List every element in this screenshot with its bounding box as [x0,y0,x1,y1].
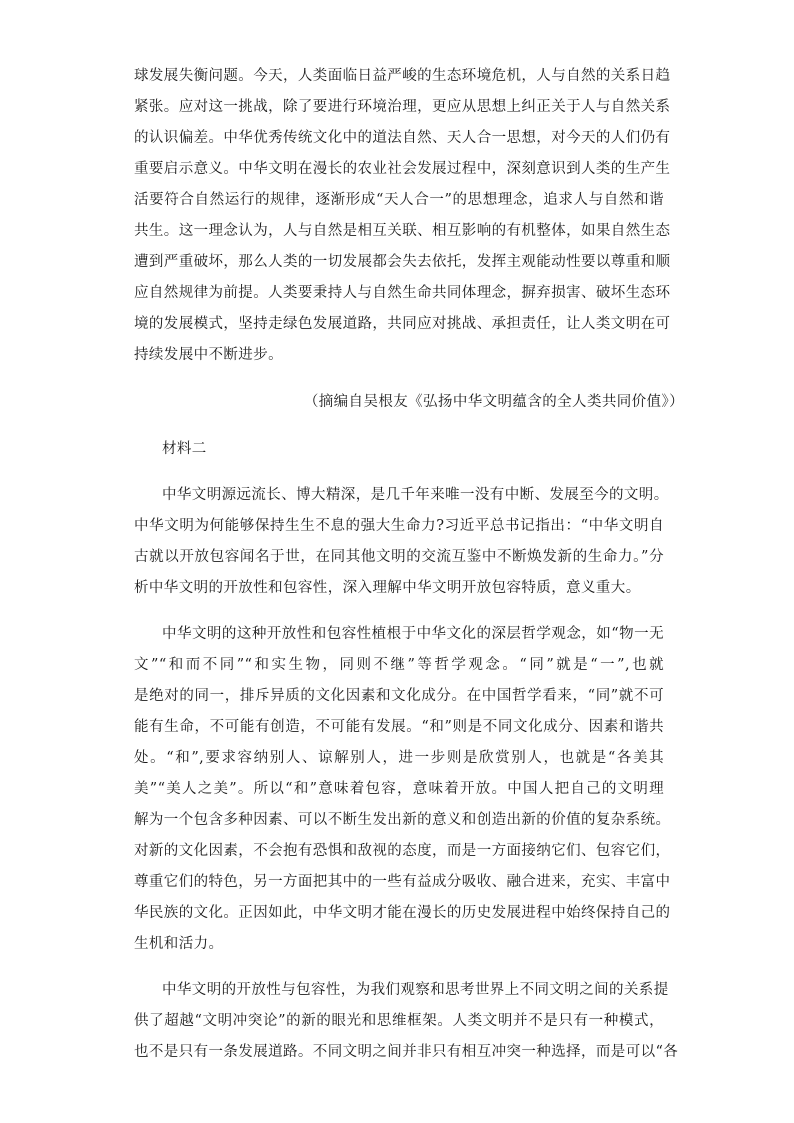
text-line: 球发展失衡问题。今天，人类面临日益严峻的生态环境危机，人与自然的关系日趋 [134,68,671,84]
text-line: 中华文明的开放性与包容性，为我们观察和思考世界上不同文明之间的关系提 [162,982,669,998]
text-line: 是绝对的同一，排斥异质的文化因素和文化成分。在中国哲学看来，“同”就不可 [134,688,664,704]
text-line: 古就以开放包容闻名于世，在同其他文明的交流互鉴中不断焕发新的生命力。”分 [134,549,664,565]
text-line: 生机和活力。 [134,936,224,952]
text-line: 也不是只有一条发展道路。不同文明之间并非只有相互冲突一种选择，而是可以“各 [134,1044,679,1060]
text-line: 紧张。应对这一挑战，除了要进行环境治理，更应从思想上纠正关于人与自然关系 [134,99,671,115]
text-line: 遭到严重破坏，那么人类的一切发展都会失去依托，发挥主观能动性要以尊重和顺 [134,254,671,270]
text-line: 能有生命，不可能有创造，不可能有发展。“和”则是不同文化成分、因素和谐共 [134,719,664,735]
text-line: 中华文明的这种开放性和包容性植根于中华文化的深层哲学观念，如“物一无 [162,626,664,642]
text-line: 处。“和”,要求容纳别人、谅解别人，进一步则是欣赏别人，也就是“各美其 [134,750,664,766]
text-line: 中华文明源远流长、博大精深，是几千年来唯一没有中断、发展至今的文明。 [162,487,669,503]
text-line: 供了超越“文明冲突论”的新的眼光和思维框架。人类文明并不是只有一种模式， [134,1013,664,1029]
text-line: 华民族的文化。正因如此，中华文明才能在漫长的历史发展进程中始终保持自己的 [134,905,671,921]
source-citation: （摘编自吴根友《弘扬中华文明蕴含的全人类共同价值》） [303,394,684,410]
text-line: 应自然规律为前提。人类要秉持人与自然生命共同体理念，摒弃损害、破坏生态环 [134,285,671,301]
text-line: 对新的文化因素，不会抱有恐惧和敌视的态度，而是一方面接纳它们、包容它们， [134,843,671,859]
text-line: 文”“和而不同”“和实生物，同则不继”等哲学观念。“同”就是“一”,也就 [134,657,664,673]
text-line: 解为一个包含多种因素、可以不断生发出新的意义和创造出新的价值的复杂系统。 [134,812,671,828]
text-line: 持续发展中不断进步。 [134,347,283,363]
text-line: 尊重它们的特色，另一方面把其中的一些有益成分吸收、融合进来，充实、丰富中 [134,874,671,890]
section-heading: 材料二 [162,441,207,457]
text-line: 中华文明为何能够保持生生不息的强大生命力?习近平总书记指出：“中华文明自 [134,518,664,534]
text-line: 重要启示意义。中华文明在漫长的农业社会发展过程中，深刻意识到人类的生产生 [134,161,671,177]
text-line: 美”“美人之美”。所以“和”意味着包容，意味着开放。中国人把自己的文明理 [134,781,664,797]
text-line: 活要符合自然运行的规律，逐渐形成“天人合一”的思想理念，追求人与自然和谐 [134,192,664,208]
text-line: 析中华文明的开放性和包容性，深入理解中华文明开放包容特质，意义重大。 [134,580,641,596]
text-line: 境的发展模式，坚持走绿色发展道路，共同应对挑战、承担责任，让人类文明在可 [134,316,671,332]
text-line: 的认识偏差。中华优秀传统文化中的道法自然、天人合一思想，对今天的人们仍有 [134,130,671,146]
text-line: 共生。这一理念认为，人与自然是相互关联、相互影响的有机整体，如果自然生态 [134,223,671,239]
